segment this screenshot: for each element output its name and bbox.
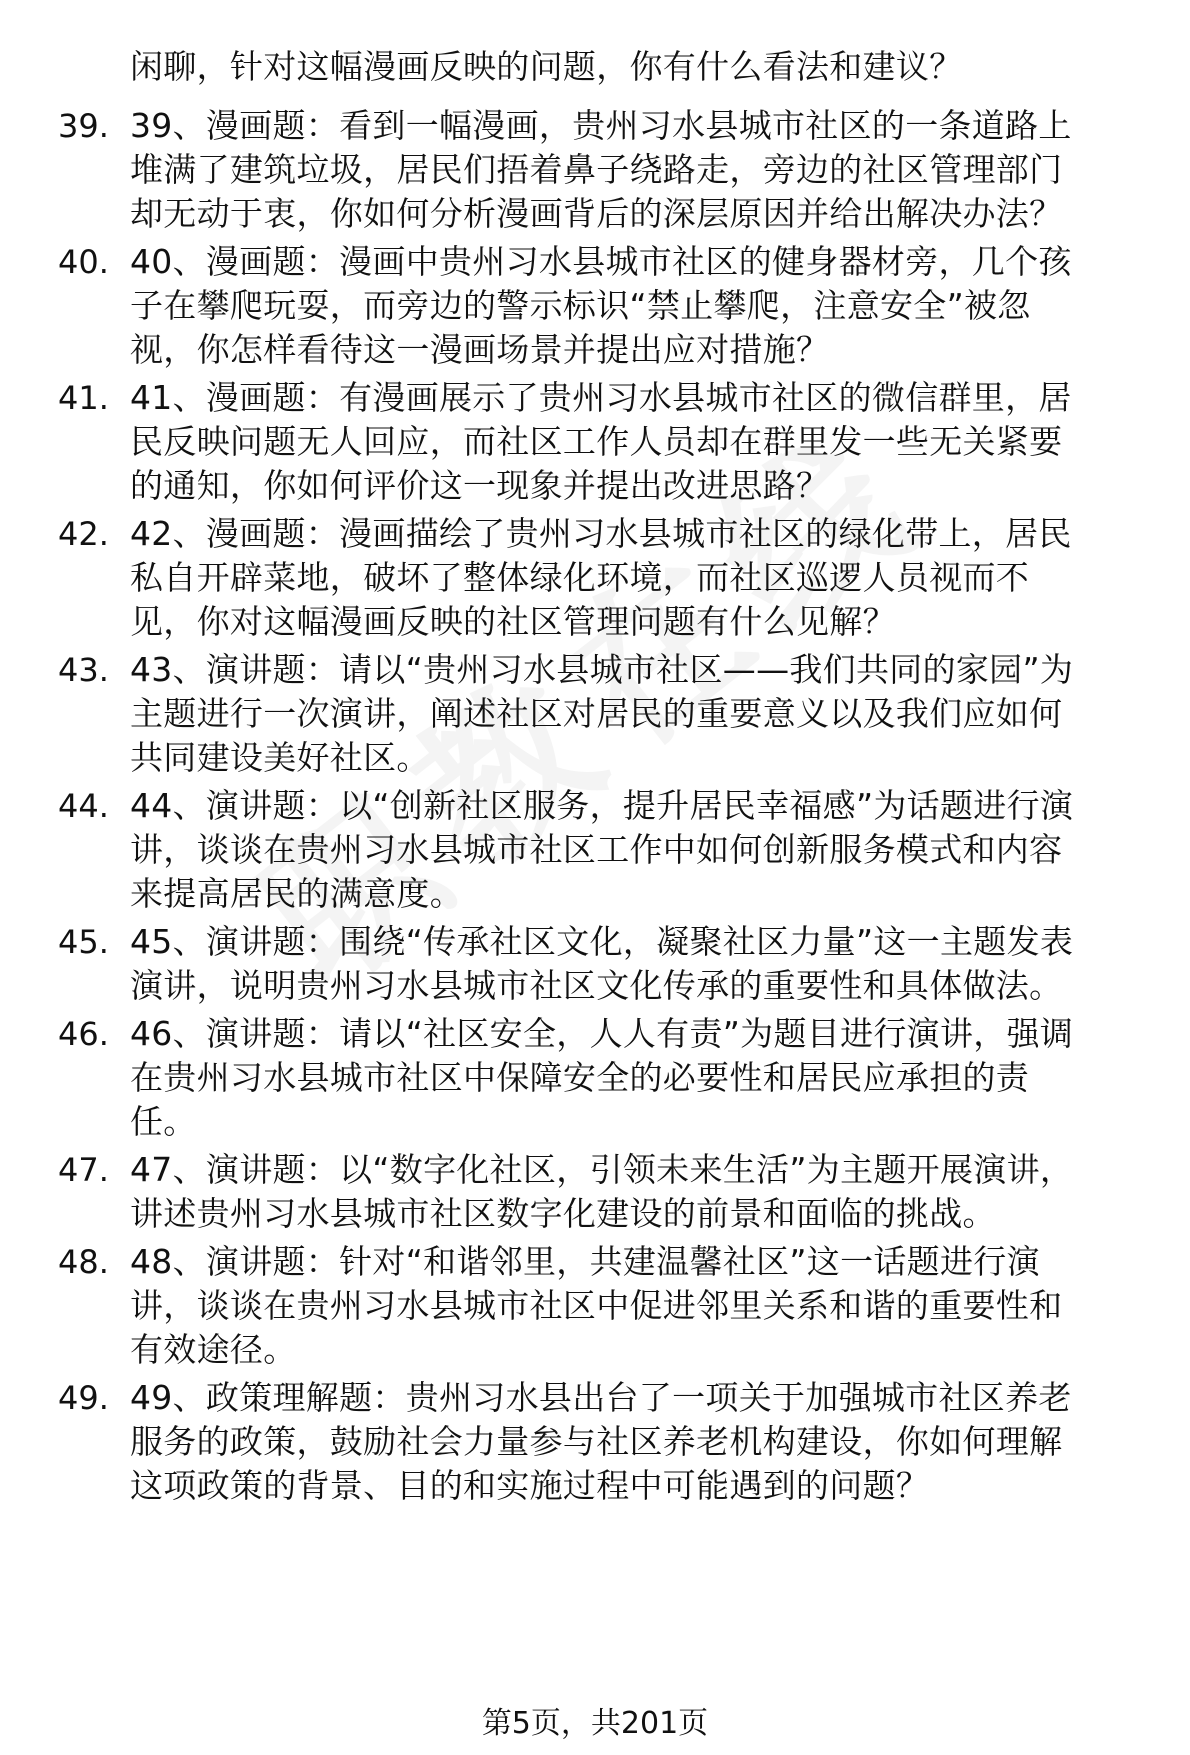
question-line: 43、演讲题：请以“贵州习水县城市社区——我们共同的家园”为	[130, 650, 1074, 689]
question-line: 42、漫画题：漫画描绘了贵州习水县城市社区的绿化带上，居民	[130, 514, 1072, 553]
question-line: 45、演讲题：围绕“传承社区文化，凝聚社区力量”这一主题发表	[130, 922, 1074, 961]
question-number: 42.	[58, 515, 109, 553]
question-line: 这项政策的背景、目的和实施过程中可能遇到的问题？	[130, 1466, 930, 1505]
question-line: 闲聊，针对这幅漫画反映的问题，你有什么看法和建议？	[130, 47, 963, 86]
question-line: 的通知，你如何评价这一现象并提出改进思路？	[130, 466, 830, 505]
question-line: 在贵州习水县城市社区中保障安全的必要性和居民应承担的责	[130, 1058, 1030, 1097]
question-number: 45.	[58, 923, 109, 961]
question-line: 44、演讲题：以“创新社区服务，提升居民幸福感”为话题进行演	[130, 786, 1074, 825]
question-line: 视，你怎样看待这一漫画场景并提出应对措施？	[130, 330, 830, 369]
question-number: 39.	[58, 107, 109, 145]
question-line: 子在攀爬玩耍，而旁边的警示标识“禁止攀爬，注意安全”被忽	[130, 286, 1031, 325]
question-line: 49、政策理解题：贵州习水县出台了一项关于加强城市社区养老	[130, 1378, 1072, 1417]
question-line: 有效途径。	[130, 1330, 297, 1369]
question-line: 讲述贵州习水县城市社区数字化建设的前景和面临的挑战。	[130, 1194, 996, 1233]
question-line: 却无动于衷，你如何分析漫画背后的深层原因并给出解决办法？	[130, 194, 1063, 233]
question-line: 民反映问题无人回应，而社区工作人员却在群里发一些无关紧要	[130, 422, 1063, 461]
question-number: 43.	[58, 651, 109, 689]
page-number-footer: 第5页，共201页	[481, 1706, 709, 1741]
question-number: 48.	[58, 1243, 109, 1281]
question-number: 46.	[58, 1015, 109, 1053]
question-number: 49.	[58, 1379, 109, 1417]
question-line: 演讲，说明贵州习水县城市社区文化传承的重要性和具体做法。	[130, 966, 1063, 1005]
question-number: 41.	[58, 379, 109, 417]
question-number: 44.	[58, 787, 109, 825]
question-line: 任。	[130, 1102, 197, 1141]
question-line: 见，你对这幅漫画反映的社区管理问题有什么见解？	[130, 602, 896, 641]
question-line: 讲，谈谈在贵州习水县城市社区中促进邻里关系和谐的重要性和	[130, 1286, 1063, 1325]
question-line: 讲，谈谈在贵州习水县城市社区工作中如何创新服务模式和内容	[130, 830, 1063, 869]
question-line: 48、演讲题：针对“和谐邻里，共建温馨社区”这一话题进行演	[130, 1242, 1040, 1281]
question-line: 46、演讲题：请以“社区安全，人人有责”为题目进行演讲，强调	[130, 1014, 1074, 1053]
question-line: 服务的政策，鼓励社会力量参与社区养老机构建设，你如何理解	[130, 1422, 1063, 1461]
question-number: 40.	[58, 243, 109, 281]
question-line: 共同建设美好社区。	[130, 738, 430, 777]
question-line: 堆满了建筑垃圾，居民们捂着鼻子绕路走，旁边的社区管理部门	[130, 150, 1063, 189]
question-line: 私自开辟菜地，破坏了整体绿化环境，而社区巡逻人员视而不	[130, 558, 1030, 597]
question-line: 39、漫画题：看到一幅漫画，贵州习水县城市社区的一条道路上	[130, 106, 1072, 145]
question-line: 来提高居民的满意度。	[130, 874, 463, 913]
question-line: 47、演讲题：以“数字化社区，引领未来生活”为主题开展演讲，	[130, 1150, 1074, 1189]
question-line: 40、漫画题：漫画中贵州习水县城市社区的健身器材旁，几个孩	[130, 242, 1072, 281]
question-number: 47.	[58, 1151, 109, 1189]
question-line: 主题进行一次演讲，阐述社区对居民的重要意义以及我们应如何	[130, 694, 1063, 733]
question-line: 41、漫画题：有漫画展示了贵州习水县城市社区的微信群里，居	[130, 378, 1072, 417]
